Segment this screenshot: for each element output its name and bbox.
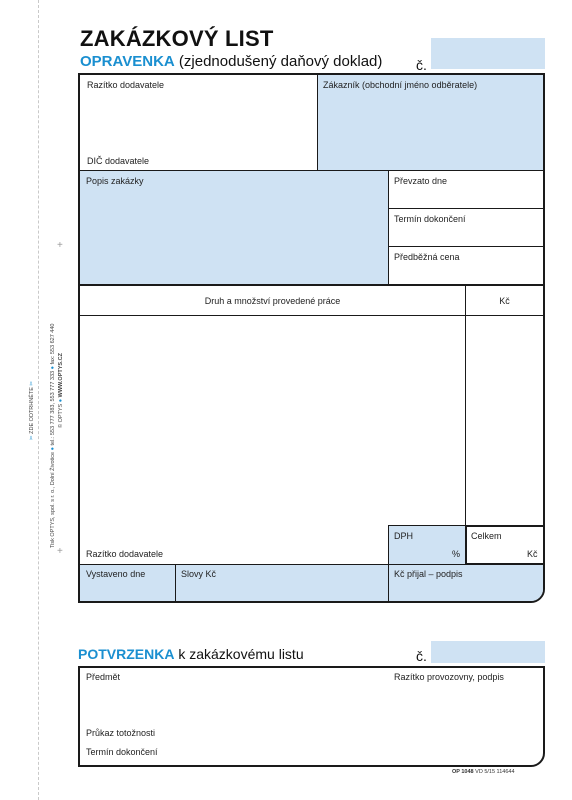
document-title: ZAKÁZKOVÝ LIST: [80, 26, 274, 51]
order-description-field[interactable]: [80, 170, 388, 285]
received-by-signature-label: Kč přijal – podpis: [394, 569, 463, 579]
total-label: Celkem: [471, 531, 502, 541]
total-currency: Kč: [527, 549, 538, 559]
vat-percent: %: [452, 549, 461, 559]
document-subtitle: OPRAVENKA (zjednodušený daňový doklad): [80, 53, 383, 70]
printer-web: © OPTYS ● WWW.OPTYS.CZ: [58, 353, 64, 428]
vat-label: DPH: [394, 531, 414, 541]
number-field[interactable]: [431, 38, 545, 69]
estimated-price-label: Předběžná cena: [394, 252, 460, 262]
supplier-stamp-label-2: Razítko dodavatele: [86, 549, 164, 559]
completion-date-label: Termín dokončení: [394, 214, 466, 224]
supplier-stamp-label: Razítko dodavatele: [87, 80, 165, 90]
printer-info: Tisk OPTYS, spol. s r. o., Dolní Životice ● tel.: 553 777 383, 553 777 333 ● fax: 553 627 440: [50, 323, 56, 548]
receipt-number-field[interactable]: [431, 641, 545, 663]
work-description-header: Druh a množství provedené práce: [204, 296, 341, 306]
id-card-label: Průkaz totožnosti: [86, 728, 156, 738]
item-label: Předmět: [86, 672, 121, 682]
price-column-header: Kč: [499, 296, 510, 306]
cut-here-text: ✂ ZDE ODTRHNĚTE ✂: [29, 380, 35, 440]
tear-off-line: [38, 0, 39, 800]
bottom-row-fill: [80, 564, 543, 601]
registration-mark-bottom: +: [57, 546, 63, 557]
supplier-vat-id-label: DIČ dodavatele: [87, 156, 150, 166]
receipt-number-label: č.: [416, 648, 427, 664]
number-label: č.: [416, 57, 427, 73]
issued-date-label: Vystaveno dne: [86, 569, 146, 579]
shop-stamp-label: Razítko provozovny, podpis: [394, 672, 504, 682]
received-date-label: Převzato dne: [394, 176, 448, 186]
customer-label: Zákazník (obchodní jméno odběratele): [323, 80, 478, 90]
registration-mark-top: +: [57, 240, 63, 251]
receipt-title: POTVRZENKA k zakázkovému listu: [78, 646, 304, 662]
receipt-completion-date-label: Termín dokončení: [86, 747, 158, 757]
order-description-label: Popis zakázky: [86, 176, 144, 186]
amount-in-words-label: Slovy Kč: [181, 569, 217, 579]
form-code: OP 1048 VD 5/15 114644: [452, 769, 515, 775]
